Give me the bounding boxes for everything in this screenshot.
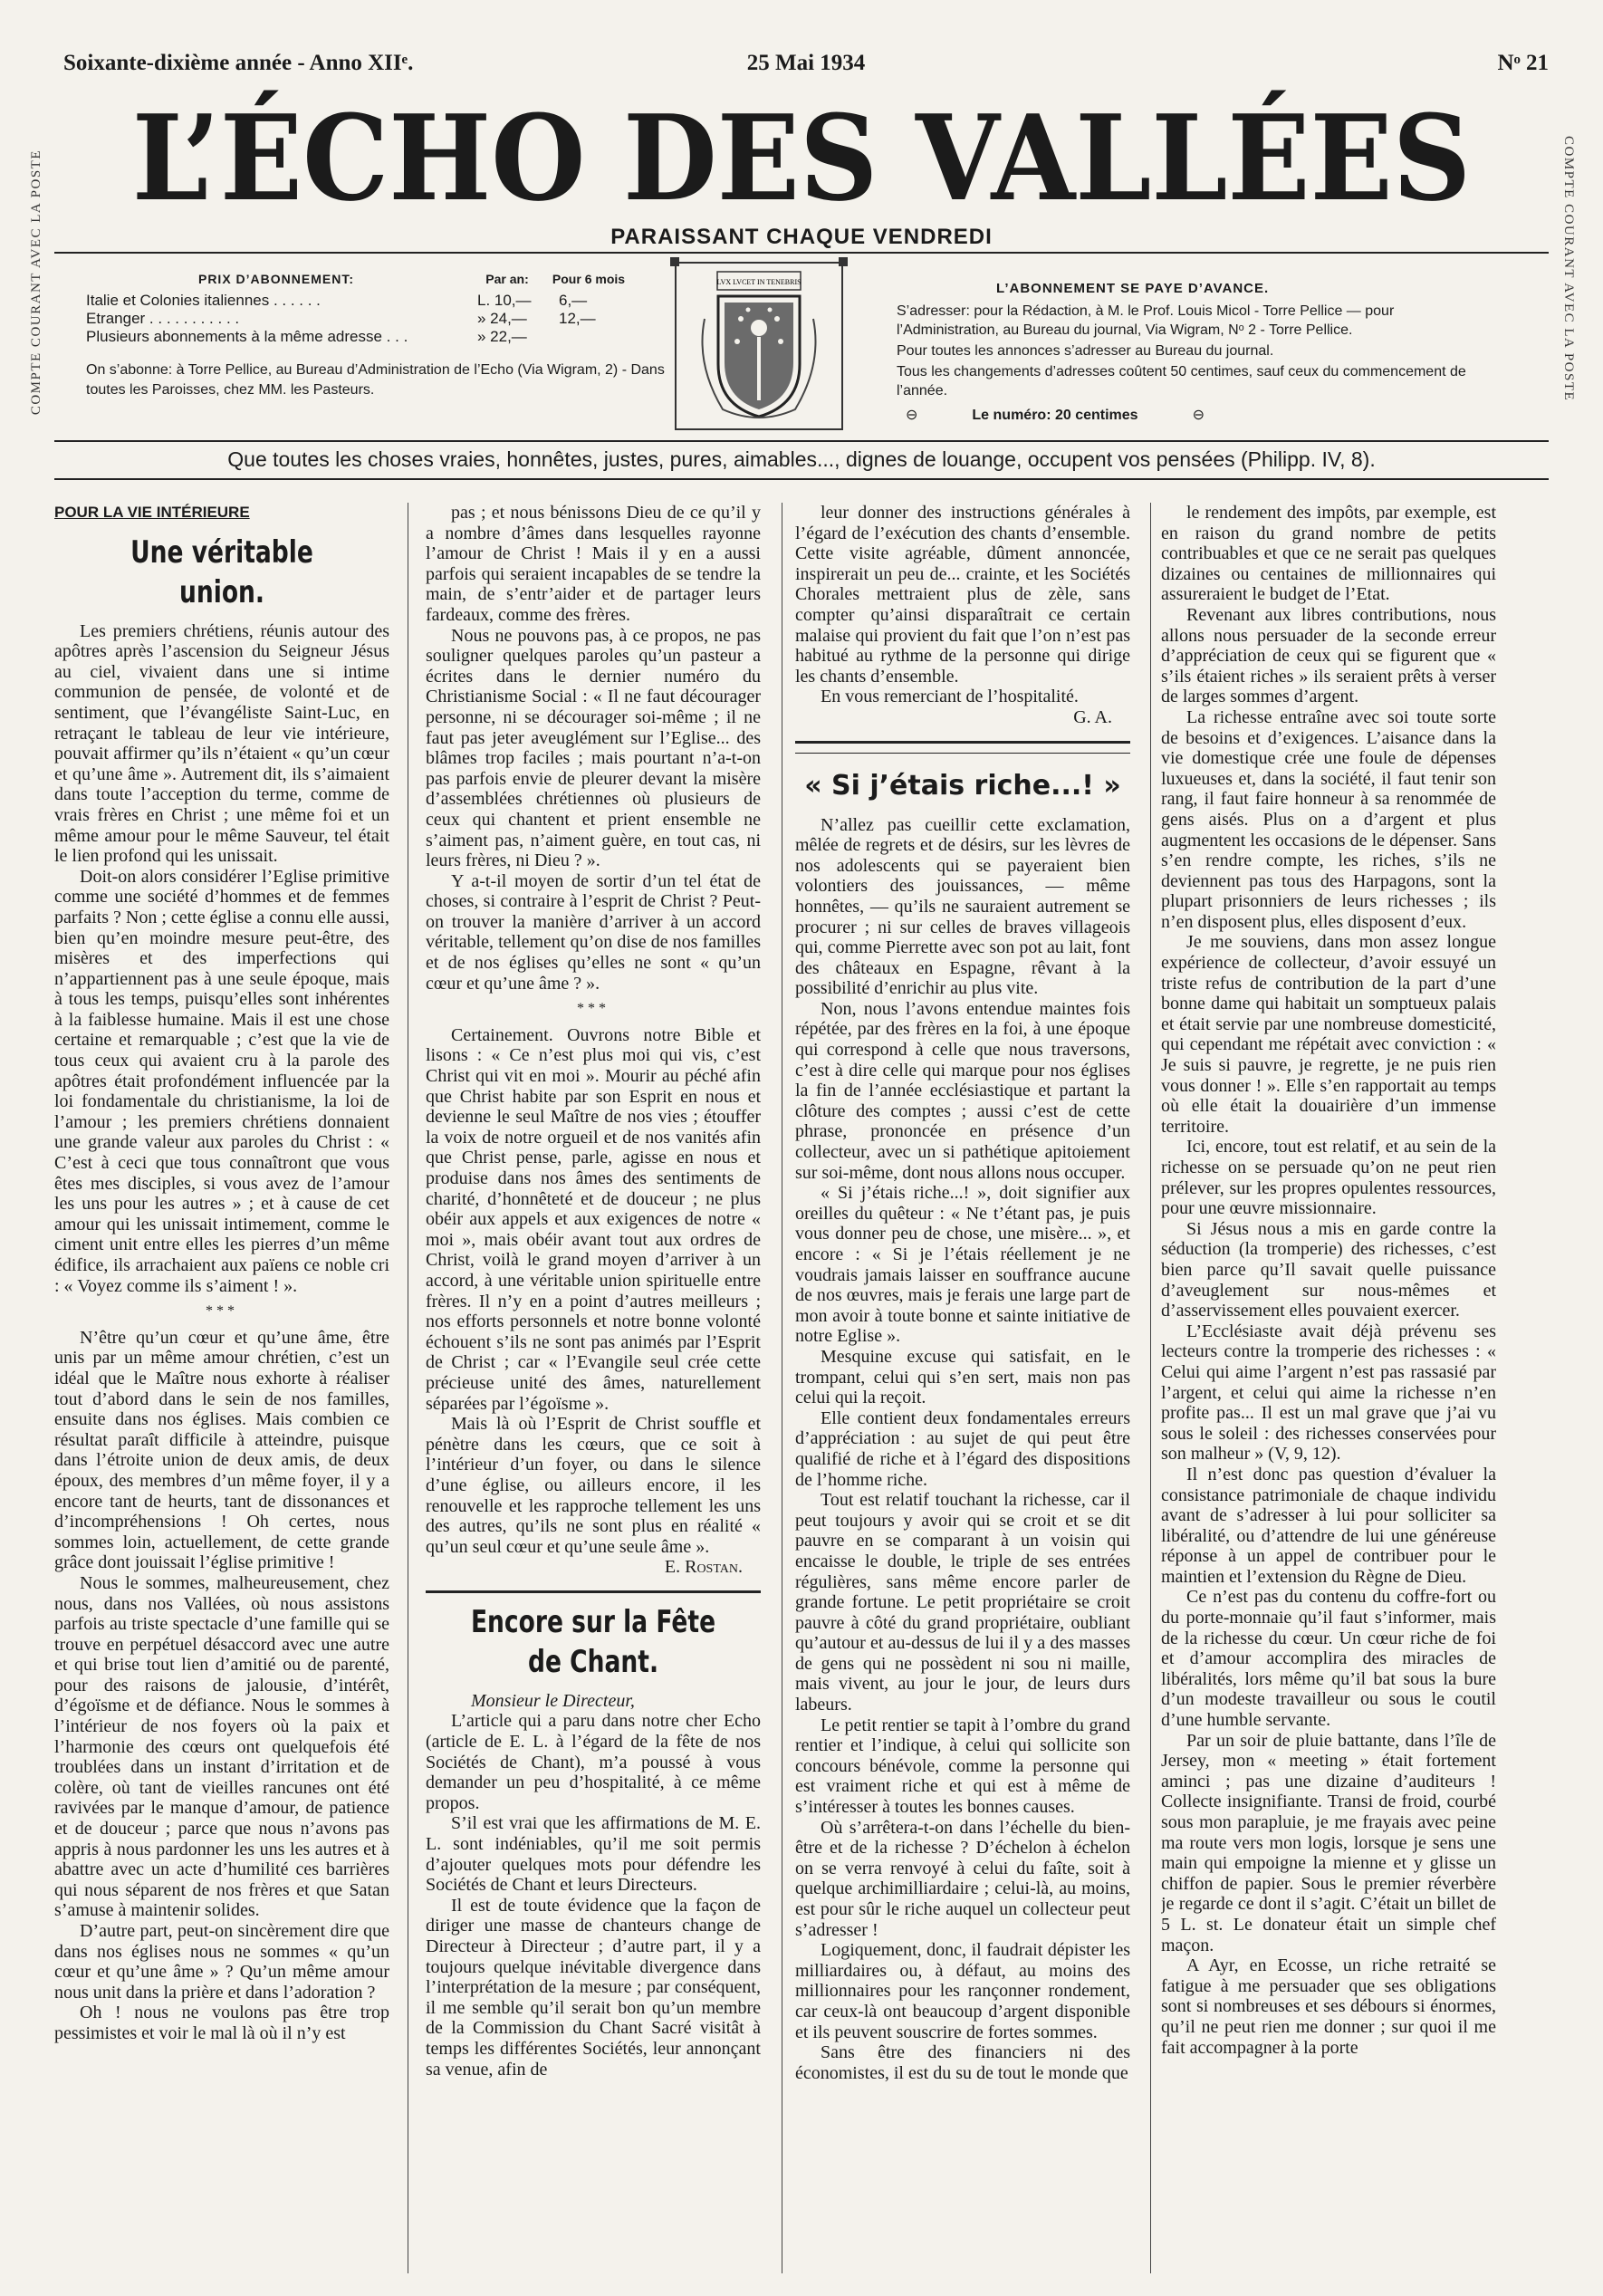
payment-ads: Pour toutes les annonces s’adresser au Bureau du journal. xyxy=(897,343,1274,359)
article-divider xyxy=(795,741,1130,744)
payment-changes: Tous les changements d’adresses coûtent 50 centimes, sauf ceux du commencement de l’année. xyxy=(897,364,1466,399)
subscription-heading: PRIX D’ABONNEMENT: xyxy=(197,272,354,286)
paragraph: Doit-on alors considérer l’Eglise primitive comme une société d’hommes et de femmes parfaits ? Non ; cette église a connu elle aussi, bien qu’en moindre mesure peut-être, des misères et des imperfections qui n’appartiennent pas à une seule époque, mais à tous les temps, puisqu’elles sont inhérentes à la faiblesse humaine. Mais il est une chose certaine et remarquable ; c’est que la vie de tous ceux qui avaient cru à la parole des apôtres était profondément influencée par la loi fondamentale du christianisme, la loi de l’amour ; les premiers chrétiens donnaient une grande valeur aux paroles du Christ : « C’est à ceci que tous connaîtront que vous êtes mes disciples, si vous avez de l’amour les uns pour les autres » ; et à cause de cet amour qui les unissait intimement, comme le ciment unit entre elles les pierres d’un même édifice, ils arrachaient aux païens ce noble cri : « Voyez comme ils s’aiment ! ». xyxy=(54,866,389,1296)
paragraph: Je me souviens, dans mon assez longue expérience de collecteur, d’avoir essuyé un triste refus de contribution de la part d’une bonne dame qui habitait un somptueux palais et était servie par une nombreuse domesticité, qui cependant me répétait avec conviction : « Je suis si pauvre, je regrette, je ne puis rien vous donner ! ». Elle s’en rapportait au temps où elle était la douairière d’un immense territoire. xyxy=(1161,932,1496,1137)
col-six-months: Pour 6 mois xyxy=(552,272,626,286)
paragraph: Elle contient deux fondamentales erreurs d’appréciation : au sujet de qui peut être qualifié de riche et à l’égard des dispositions de l’homme riche. xyxy=(795,1407,1130,1490)
emblem-motto: LVX LVCET IN TENEBRIS xyxy=(716,278,802,286)
row-year-price: » 22,— xyxy=(477,328,527,345)
row-label: Etranger . . . . . . . . . . . xyxy=(86,310,240,327)
paragraph: L’article qui a paru dans notre cher Echo (article de E. L. à l’égard de la fête de nos Sociétés de Chant), m’a poussé à vous demander un peu d’hospitalité, à ce même propos. xyxy=(426,1711,761,1813)
article-divider xyxy=(795,753,1130,754)
paragraph: Certainement. Ouvrons notre Bible et lisons : « Ce n’est plus moi qui vis, c’est Christ qui vit en moi ». Mourir au péché afin que Christ habite par son Esprit en nous et devienne le seul Maître de nos vies ; étouffer la voix de notre orgueil et de nos vanités afin que Christ pense, parle, agisse en nous et produise dans nos âmes des sentiments de charité, d’honnêteté et de douceur ; ne plus obéir aux appels et aux exigences de notre « moi », mais obéir avant tout aux ordres de Christ, voilà le grand moyen d’arriver à un accord, à une véritable union spirituelle entre frères. Il n’y en a point d’autres meilleurs ; nos efforts personnels et notre bonne volonté échouent s’ils ne sont pas animés par l’Esprit de Christ ; car « l’Evangile seul crée cette précieuse unité des âmes, naturellement séparées par l’égoïsme ». xyxy=(426,1024,761,1414)
paragraph: Logiquement, donc, il faudrait dépister les milliardaires ou, à défaut, au moins des millionnaires pour les rançonner rondement, car ceux-là ont beaucoup d’argent disponible et ils peuvent souscrire de fortes sommes. xyxy=(795,1940,1130,2042)
bullet-icon: ⊖ xyxy=(906,408,918,423)
issue-number: Nᵒ 21 xyxy=(1497,51,1549,75)
column-3 xyxy=(795,503,1130,2278)
subscription-row xyxy=(86,310,666,328)
coat-of-arms-emblem xyxy=(668,255,849,437)
row-year-price: L. 10,— xyxy=(477,292,532,309)
side-note-left: COMPTE COURANT AVEC LA POSTE xyxy=(29,149,43,416)
paragraph: Mais là où l’Esprit de Christ souffle et pénètre dans les cœurs, que ce soit à l’intérieur d’un foyer, ou dans le silence d’une église, ou ailleurs encore, il les renouvelle et les rapproche tellement les uns des autres, qu’ils ne sont plus en réalité « qu’un seul cœur et qu’une seule âme ». xyxy=(426,1414,761,1557)
paragraph: pas ; et nous bénissons Dieu de ce qu’il y a nombre d’âmes dans lesquelles rayonne l’amour de Christ ! Mais il y en a aussi parfois qui seraient incapables de se tendre la main, de s’entr’aider et de partager leurs fardeaux, comme des frères. xyxy=(426,503,761,625)
issue-price: Le numéro: 20 centimes xyxy=(972,408,1138,423)
top-line xyxy=(63,51,1549,82)
paragraph: D’autre part, peut-on sincèrement dire que dans nos églises nous ne sommes « qu’un cœur et qu’une âme » ? Qu’un même amour nous unit dans la prière et dans l’adoration ? xyxy=(54,1921,389,2003)
payment-address: S’adresser: pour la Rédaction, à M. le Prof. Louis Micol - Torre Pellice — pour l’Administration, au Bureau du journal, Via Wigram, Nᵒ 2 - Torre Pellice. xyxy=(897,303,1395,338)
column-1 xyxy=(54,503,389,2278)
article-title: Encore sur la Fête de Chant. xyxy=(470,1603,716,1680)
paragraph: Nous ne pouvons pas, à ce propos, ne pas souligner quelques paroles qu’un pasteur a écrites dans le dernier numéro du Christianisme Social : « Il ne faut décourager personne, ni se décourager soi-même ; il ne faut pas jeter aveuglément sur l’Eglise... des blâmes trop faciles ; mais pourtant n’a-t-on pas parfois envie de pleurer devant la misère d’assemblées chrétiennes où plusieurs de ceux qui chantent et prient ensemble ne s’aiment pas, n’aiment guère, en tout cas, ni leurs frères, ni Dieu ? ». xyxy=(426,625,761,871)
column-4 xyxy=(1161,503,1496,2278)
paragraph: Non, nous l’avons entendue maintes fois répétée, par des frères en la foi, à une époque qui correspond à celle que nous traversons, c’est à dire celle qui marque pour nos églises la fin de l’année ecclésiastique et partant la clôture des comptes ; aussi c’est de cette phrase, prononcée en présence d’un collecteur, avec un si pathétique apitoiement sur soi-même, dont nous allons nous occuper. xyxy=(795,998,1130,1183)
header-rule xyxy=(54,252,1549,254)
paragraph: Revenant aux libres contributions, nous allons nous persuader de la seconde erreur d’appréciation de ceux qui se figurent que « s’ils étaient riches » ils seraient prêts à verser de larges sommes d’argent. xyxy=(1161,604,1496,707)
subscription-row xyxy=(86,328,666,346)
paragraph: L’Ecclésiaste avait déjà prévenu ses lecteurs contre la tromperie des richesses : « Celui qui aime l’argent n’est pas rassasié par l’argent, et celui qui aime la richesse n’en profite pas... Il est un mal grave que j’ai vu sous le soleil : des richesses conservées pour son malheur » (V, 9, 12). xyxy=(1161,1321,1496,1465)
article-title: « Si j’étais riche...! » xyxy=(804,769,1121,802)
issue-date: 25 Mai 1934 xyxy=(746,51,866,75)
subscription-note: On s’abonne: à Torre Pellice, au Bureau d’Administration de l’Echo (Via Wigram, 2) - Dans toutes les Paroisses, chez MM. les Pasteurs. xyxy=(86,362,665,398)
paragraph: Par un soir de pluie battante, dans l’île de Jersey, mon « meeting » était fortement aminci ; pas une dizaine d’auditeurs ! Collecte insignifiante. Transi de froid, courbé sous mon parapluie, je me frayais avec peine ma route vers mon logis, lorsque je sens une main qui empoigne la mienne et y glisse un chiffon de papier. Sous le premier réverbère je regarde ce dont il s’agit. C’était un billet de 5 L. st. Le donateur était un simple chef maçon. xyxy=(1161,1730,1496,1955)
subscription-row xyxy=(86,292,666,310)
paragraph: Sans être des financiers ni des économistes, il est du su de tout le monde que xyxy=(795,2042,1130,2083)
bullet-icon: ⊖ xyxy=(1192,408,1205,423)
payment-heading: L’ABONNEMENT SE PAYE D’AVANCE. xyxy=(996,281,1270,296)
subscription-box xyxy=(86,272,666,435)
newspaper-title: L’ÉCHO DES VALLÉES xyxy=(131,89,1472,227)
paragraph: Y a-t-il moyen de sortir d’un tel état de choses, si contraire à l’esprit de Christ ? Peut-on trouver la manière d’arriver à un accord véritable, tellement qu’on dise de nos familles et de nos églises qu’elles ne sont « qu’un cœur et qu’une âme ? ». xyxy=(426,870,761,994)
payment-info xyxy=(897,279,1476,425)
row-year-price: » 24,— xyxy=(477,310,527,327)
author-signature: E. Rostan. xyxy=(664,1557,743,1578)
paragraph: Ce n’est pas du contenu du coffre-fort ou du porte-monnaie qu’il faut s’informer, mais de la richesse du cœur. Un cœur riche de foi et d’amour accomplira des miracles de libéralités, lors même qu’il bat sous la bure d’un modeste travailleur ou sous le coutil d’une humble servante. xyxy=(1161,1587,1496,1731)
column-divider xyxy=(1150,503,1151,2273)
header-rule xyxy=(54,440,1549,442)
newspaper-subtitle: PARAISSANT CHAQUE VENDREDI xyxy=(610,225,993,249)
paragraph: La richesse entraîne avec soi toute sorte de besoins et d’exigences. L’aisance dans la vie domestique crée une foule de dépenses luxueuses et, dans la société, il faut tenir son rang, il faut faire honneur à sa renommée de gens aisés. Plus on a d’argent et plus augmentent les occasions de le dépenser. Sans s’en rendre compte, les riches, s’ils ne deviennent pas tous des Harpagons, sont la plupart prisonniers de leurs richesses ; ils n’en disposent plus, elles disposent d’eux. xyxy=(1161,706,1496,932)
row-label: Plusieurs abonnements à la même adresse . . . xyxy=(86,328,408,345)
header-rule xyxy=(54,478,1549,480)
paragraph: N’allez pas cueillir cette exclamation, mêlée de regrets et de désirs, sur les lèvres de nos adolescents qui se payeraient bien volontiers des jouissances, — même honnêtes, — qu’ils ne sauraient autrement se procurer ; ni sur celles de braves villageois qui, comme Pierrette avec son pot au lait, font des châteaux en Espagne, rêvant à la possibilité d’enrichir au plus vite. xyxy=(795,814,1130,999)
paragraph: Où s’arrêtera-t-on dans l’échelle du bien-être et de la richesse ? D’échelon à échelon on se verra renvoyé à celui du faîte, soit à quelque archimilliardaire ; celui-là, au moins, est pour sûr le riche auquel un collecteur peut s’adresser ! xyxy=(795,1817,1130,1940)
author-signature: G. A. xyxy=(1073,706,1112,727)
paragraph: le rendement des impôts, par exemple, est en raison du grand nombre de petits contribuables et que ce ne serait pas quelques dizaines ou centaines de millionnaires qui assureraient le budget de l’Etat. xyxy=(1161,503,1496,605)
side-note-right: COMPTE COURANT AVEC LA POSTE xyxy=(1561,136,1576,402)
article-title: Une véritable union. xyxy=(130,533,313,610)
paragraph: Si Jésus nous a mis en garde contre la séduction (la tromperie) des richesses, c’est bien parce qu’Il savait quelle puissance d’aveuglement sur nous-mêmes et d’asservissement elles pouvaient exercer. xyxy=(1161,1218,1496,1321)
row-label: Italie et Colonies italiennes . . . . . . xyxy=(86,292,321,309)
paragraph: Nous le sommes, malheureusement, chez nous, dans nos Vallées, où nous assistons parfois au triste spectacle d’une famille qui se trouve en perpétuel désaccord avec une autre et qui brise tout lien d’amitié ou de parenté, pour des raisons de jalousie, d’intérêt, d’égoïsme et de défiance. Nous le sommes à l’intérieur de nos foyers où la paix et l’harmonie des cœurs ont quelquefois été troublées dans un instant d’irritation et de colère, où tant de vieilles rancunes ont été ravivées par le manque d’amour, de patience et de douceur ; parce que nous n’avons pas appris à nous pardonner les uns les autres et à abattre avec un acte d’humilité ces barrières qui nous séparent de nos frères et que Satan s’amuse à maintenir solides. xyxy=(54,1572,389,1921)
year-label: Soixante-dixième année - Anno XIIᵉ. xyxy=(63,51,414,75)
paragraph: En vous remerciant de l’hospitalité. xyxy=(821,687,1079,707)
paragraph: Mesquine excuse qui satisfait, en le trompant, celui qui s’en sert, mais non pas celui qui la reçoit. xyxy=(795,1346,1130,1408)
column-2 xyxy=(426,503,761,2278)
section-break: *** xyxy=(577,1001,610,1017)
paragraph: S’il est vrai que les affirmations de M. E. L. sont indéniables, qu’il me soit permis d’ajouter quelques mots pour défendre les Sociétés de Chant et leurs Directeurs. xyxy=(426,1813,761,1896)
paragraph: Le petit rentier se tapit à l’ombre du grand rentier et l’indique, à celui qui sollicite son concours bénévole, comme la personne qui est vraiment riche et qui est à même de s’intéresser à toutes les bonnes causes. xyxy=(795,1715,1130,1818)
col-per-year: Par an: xyxy=(485,272,529,286)
row-six-price xyxy=(548,328,629,346)
paragraph: N’être qu’un cœur et qu’une âme, être unis par un même amour chrétien, c’est un idéal que le Maître nous exhorte à réaliser tout d’abord dans le sein de nos familles, ensuite dans nos églises. Mais combien ce résultat paraît difficile à atteindre, puisque dans l’étroite union de deux amis, de deux époux, des membres d’un même foyer, il y a encore tant de heurts, tant de dissonances et d’incompréhensions ! Oh certes, nous sommes loin, actuellement, de cette grande grâce dont jouissait l’église primitive ! xyxy=(54,1327,389,1573)
paragraph: Il n’est donc pas question d’évaluer la consistance patrimoniale de chaque individu avant de s’adresser à lui pour solliciter sa libéralité, ou d’attendre de lui une généreuse réponse à un appel de contribuer pour le maintien et l’extension du Règne de Dieu. xyxy=(1161,1464,1496,1587)
row-six-price: 12,— xyxy=(559,310,596,327)
paragraph: Ici, encore, tout est relatif, et au sein de la richesse on se persuade qu’on ne peut rien prélever, sur les propres opulentes ressources, pour une œuvre missionnaire. xyxy=(1161,1137,1496,1219)
paragraph: A Ayr, en Ecosse, un riche retraité se fatigue à me persuader que ses obligations sont si nombreuses et ses débours si énormes, qu’il ne peut rien me donner ; sur quoi il me fait accompagner à la porte xyxy=(1161,1955,1496,2058)
row-six-price: 6,— xyxy=(559,292,588,309)
paragraph: Oh ! nous ne voulons pas être trop pessimistes et voir le mal là où il n’y est xyxy=(54,2003,389,2043)
paragraph: Il est de toute évidence que la façon de diriger une masse de chanteurs change de Directeur à Directeur ; d’autre part, il y a toujours quelque inévitable divergence dans l’interprétation de la mesure ; par conséquent, il me semble qu’il serait bon qu’un membre de la Commission du Chant Sacré visitât à temps les différentes Sociétés, leur annonçant sa venue, afin de xyxy=(426,1895,761,2080)
paragraph: Les premiers chrétiens, réunis autour des apôtres après l’ascension du Seigneur Jésus au ciel, vivaient dans une si intime communion de pensée, de volonté et de sentiment, que l’évangéliste Saint-Luc, en retraçant le tableau de leur vie intérieure, pouvait affirmer qu’ils n’étaient « qu’un cœur et qu’une âme ». Autrement dit, ils s’aimaient dans toute l’acception du terme, comme de vrais frères en Christ ; une même foi et un même amour pour le même Sauveur, tel était le lien profond qui les unissait. xyxy=(54,620,389,867)
section-label: POUR LA VIE INTÉRIEURE xyxy=(54,504,250,521)
article-divider xyxy=(426,1590,761,1593)
masthead xyxy=(54,82,1549,235)
section-break: *** xyxy=(206,1303,238,1320)
paragraph: leur donner des instructions générales à l’égard de l’exécution des chants d’ensemble. Cette visite agréable, dûment annoncée, inspirerait un peu de... crainte, et les Sociétés Chorales mettraient plus de zèle, sans compter qu’ainsi disparaîtrait ce certain malaise qui provient du fait que l’on n’est pas habitué au rythme de la personne qui dirige les chants d’ensemble. xyxy=(795,503,1130,687)
payment-price-row xyxy=(897,406,1476,425)
paragraph: « Si j’étais riche...! », doit signifier aux oreilles du quêteur : « Ne t’étant pas, je puis vous donner peu de chose, une misère... », et encore : « Si je l’étais réellement je ne voudrais jamais laisser en souffrance aucune de nos œuvres, mais je ferais une large part de mon avoir à toute bonne et sainte initiative de notre Eglise ». xyxy=(795,1183,1130,1347)
biblical-motto: Que toutes les choses vraies, honnêtes, justes, pures, aimables..., dignes de louange, occupent vos pensées (Philipp. IV, 8). xyxy=(227,447,1376,471)
letter-salutation: Monsieur le Directeur, xyxy=(471,1690,635,1711)
subscription-header xyxy=(86,272,666,286)
paragraph: Tout est relatif touchant la richesse, car il peut toujours y avoir qui se croit et se dit pauvre en se comparant à un voisin qui encaisse le double, le triple de ses entrées régulières, sans même encore parler de grande fortune. Le petit propriétaire se croit pauvre à côté du grand propriétaire, oubliant qu’autour et au-dessus de lui il y a des masses de gens qui ne possèdent ni sou ni maille, mais vivent, au jour le jour, de leurs durs labeurs. xyxy=(795,1490,1130,1715)
